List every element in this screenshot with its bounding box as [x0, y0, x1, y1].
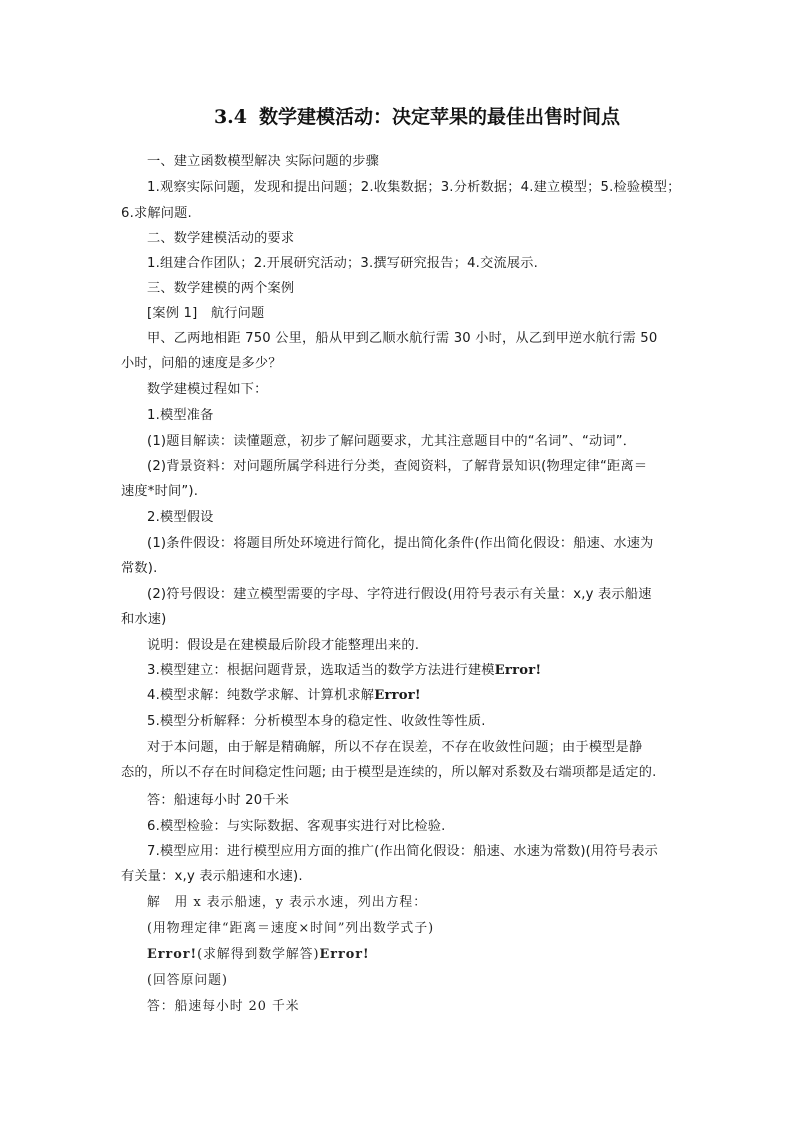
step-1-heading: 1.模型准备 — [147, 408, 214, 423]
step-2-item-2-cont: 和水速) — [121, 612, 167, 627]
step-4-text: 4.模型求解：纯数学求解、计算机求解 — [147, 688, 375, 703]
step-5-line: 5.模型分析解释：分析模型本身的稳定性、收敛性等性质. — [147, 714, 486, 729]
heading-steps: 一、建立函数模型解决 实际问题的步骤 — [147, 154, 379, 169]
heading-requirements: 二、数学建模活动的要求 — [147, 231, 295, 246]
analysis-line-1: 对于本问题，由于解是精确解，所以不存在误差，不存在收敛性问题；由于模型是静 — [147, 740, 643, 755]
title-text: 数学建模活动：决定苹果的最佳出售时间点 — [259, 106, 621, 128]
steps-line-2: 6.求解问题. — [121, 206, 192, 221]
step-6-line: 6.模型检验：与实际数据、客观事实进行对比检验. — [147, 819, 446, 834]
final-answer: 答：船速每小时 20 千米 — [147, 999, 300, 1014]
error-placeholder: Error! — [319, 947, 370, 962]
steps-line-1: 1.观察实际问题，发现和提出问题；2.收集数据；3.分析数据；4.建立模型；5.检验模型； — [147, 180, 681, 195]
error-placeholder: Error! — [147, 947, 198, 962]
error-placeholder: Error! — [374, 688, 421, 703]
step-3-text: 3.模型建立：根据问题背景，选取适当的数学方法进行建模 — [147, 663, 495, 678]
step-1-item-2: (2)背景资料：对问题所属学科进行分类，查阅资料，了解背景知识(物理定律“距离＝ — [147, 459, 648, 474]
step-2-item-1: (1)条件假设：将题目所处环境进行简化，提出简化条件(作出简化假设：船速、水速为 — [147, 536, 654, 551]
answer-line: 答：船速每小时 20千米 — [147, 793, 290, 808]
case-title: [案例 1] 航行问题 — [147, 306, 265, 321]
step-4-line — [147, 684, 687, 703]
step-7-line: 7.模型应用：进行模型应用方面的推广(作出简化假设：船速、水速为常数)(用符号表示 — [147, 844, 658, 859]
heading-cases: 三、数学建模的两个案例 — [147, 281, 295, 296]
solution-line: 解 用 x 表示船速，y 表示水速，列出方程： — [147, 895, 427, 910]
page-title — [0, 102, 794, 129]
requirements-line: 1.组建合作团队；2.开展研究活动；3.撰写研究报告；4.交流展示. — [147, 256, 539, 271]
note-line: 说明：假设是在建模最后阶段才能整理出来的. — [147, 638, 420, 653]
solution-note-2: (求解得到数学解答) — [197, 947, 320, 962]
step-2-item-2: (2)符号假设：建立模型需要的字母、字符进行假设(用符号表示有关量：x,y 表示船速 — [147, 587, 652, 602]
step-7-line-cont: 有关量：x,y 表示船速和水速). — [121, 869, 303, 884]
case-problem-2: 小时，问船的速度是多少？ — [121, 356, 282, 371]
solution-note-1: (用物理定律“距离＝速度×时间”列出数学式子) — [147, 921, 435, 936]
solution-equation-line — [147, 943, 687, 962]
case-problem-1: 甲、乙两地相距 750 公里，船从甲到乙顺水航行需 30 小时，从乙到甲逆水航行需 50 — [147, 331, 658, 346]
step-3-line — [147, 659, 687, 678]
step-2-item-1-cont: 常数). — [121, 561, 158, 576]
step-1-item-1: (1)题目解读：读懂题意，初步了解问题要求，尤其注意题目中的“名词”、“动词”． — [147, 434, 637, 449]
process-intro: 数学建模过程如下： — [147, 382, 268, 397]
section-number: 3.4 — [213, 106, 248, 128]
analysis-line-2: 态的，所以不存在时间稳定性问题; 由于模型是连续的，所以解对系数及右端项都是适定的. — [121, 765, 657, 780]
error-placeholder: Error! — [494, 663, 542, 678]
step-1-item-2-cont: 速度*时间”). — [121, 484, 199, 499]
step-2-heading: 2.模型假设 — [147, 510, 214, 525]
solution-note-3: (回答原问题) — [147, 973, 228, 988]
